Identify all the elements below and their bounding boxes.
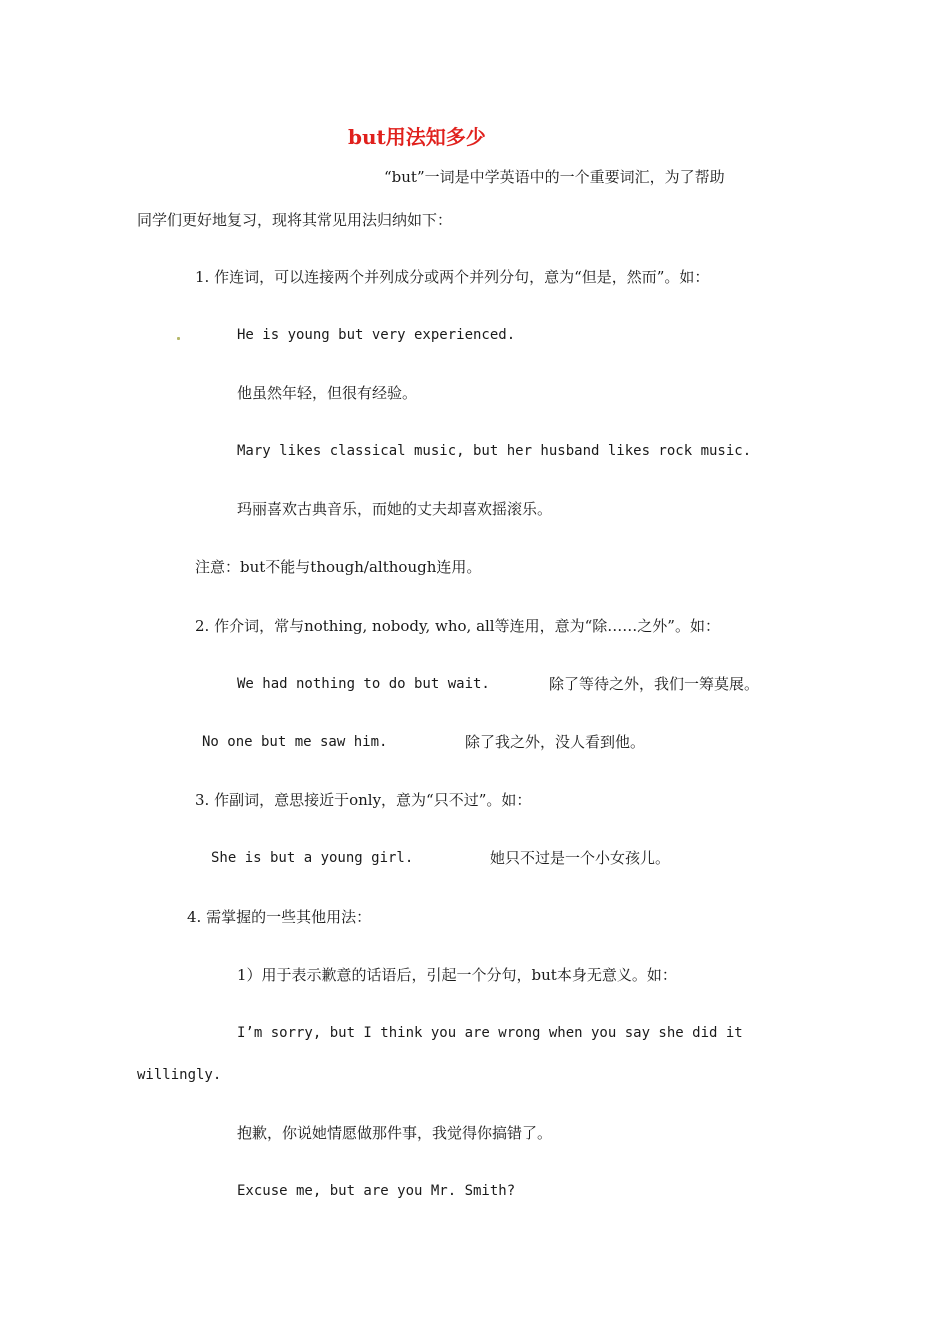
- intro-line-1: “but”一词是中学英语中的一个重要词汇，为了帮助: [384, 168, 725, 186]
- section2-example2-en: No one but me saw him.: [202, 734, 388, 750]
- section4-sub1-example1-zh: 抱歉，你说她情愿做那件事，我觉得你搞错了。: [237, 1124, 553, 1142]
- decorative-dot: [177, 337, 180, 340]
- section3-heading: 3. 作副词，意思接近于only，意为“只不过”。如：: [195, 791, 532, 809]
- section4-sub1-example2-en: Excuse me, but are you Mr. Smith?: [237, 1183, 516, 1199]
- section4-sub1-example1-en-line2: willingly.: [137, 1067, 222, 1083]
- section4-sub1-heading: 1）用于表示歉意的话语后，引起一个分句，but本身无意义。如：: [237, 966, 677, 984]
- intro-line-2: 同学们更好地复习，现将其常见用法归纳如下：: [137, 211, 453, 229]
- section1-example1-zh: 他虽然年轻，但很有经验。: [237, 384, 418, 402]
- page-title: but用法知多少: [348, 125, 486, 149]
- section2-heading: 2. 作介词，常与nothing, nobody, who, all等连用，意为“除……之外”。如：: [195, 617, 720, 635]
- section3-example1-en: She is but a young girl.: [211, 850, 414, 866]
- section2-example1-zh: 除了等待之外，我们一筹莫展。: [549, 675, 760, 693]
- section3-example1-zh: 她只不过是一个小女孩儿。: [490, 849, 671, 867]
- section2-example1-en: We had nothing to do but wait.: [237, 676, 490, 692]
- section1-example2-en: Mary likes classical music, but her husband likes rock music.: [237, 443, 752, 459]
- section1-example2-zh: 玛丽喜欢古典音乐，而她的丈夫却喜欢摇滚乐。: [237, 500, 553, 518]
- section1-example1-en: He is young but very experienced.: [237, 327, 516, 343]
- section1-note: 注意：but不能与though/although连用。: [195, 558, 482, 576]
- section2-example2-zh: 除了我之外，没人看到他。: [465, 733, 646, 751]
- section4-heading: 4. 需掌握的一些其他用法：: [187, 908, 372, 926]
- section4-sub1-example1-en-line1: I’m sorry, but I think you are wrong when you say she did it: [237, 1025, 743, 1041]
- section1-heading: 1. 作连词，可以连接两个并列成分或两个并列分句，意为“但是，然而”。如：: [195, 268, 710, 286]
